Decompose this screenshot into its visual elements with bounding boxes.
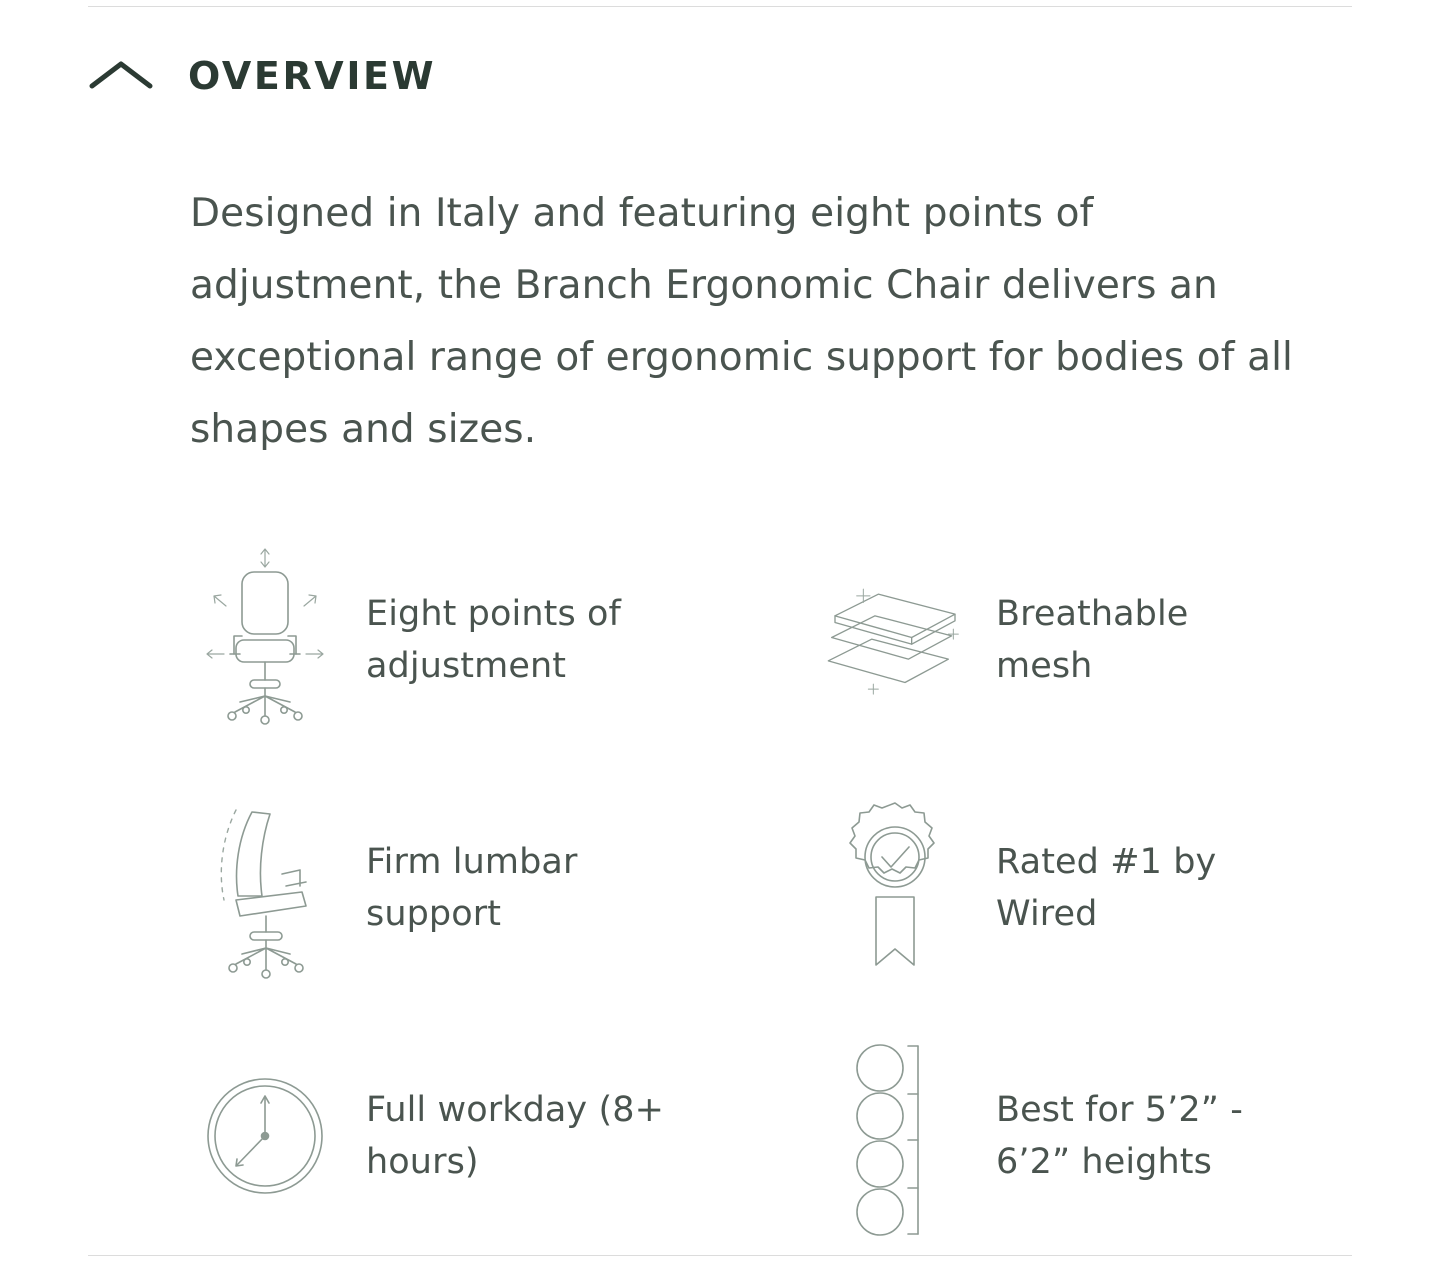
feature-item — [190, 516, 820, 764]
chevron-up-icon[interactable] — [88, 56, 154, 96]
divider-bottom — [88, 1255, 1352, 1256]
feature-item — [190, 1012, 820, 1260]
chair-lumbar-support-icon — [190, 788, 340, 988]
feature-item — [820, 764, 1330, 1012]
feature-label: Rated #1 by Wired — [996, 841, 1217, 934]
feature-label: Full workday (8+ hours) — [366, 1089, 665, 1182]
feature-item — [820, 1012, 1330, 1260]
overview-description: Designed in Italy and featuring eight points of adjustment, the Branch Ergonomic Chair delivers an exceptional range of ergonomic support for bodies of all shapes and sizes. — [190, 191, 1293, 453]
divider-top — [88, 6, 1352, 7]
feature-grid — [190, 516, 1330, 1260]
layered-mesh-icon — [820, 540, 970, 740]
feature-item — [190, 764, 820, 1012]
height-scale-icon — [820, 1036, 970, 1236]
page-title: OVERVIEW — [188, 54, 437, 98]
award-ribbon-check-icon — [820, 788, 970, 988]
overview-collapse-header[interactable] — [88, 56, 436, 96]
feature-label: Firm lumbar support — [366, 841, 578, 934]
feature-label: Eight points of adjustment — [366, 593, 621, 686]
office-chair-adjustment-icon — [190, 540, 340, 740]
feature-label: Best for 5’2” - 6’2” heights — [996, 1089, 1243, 1182]
feature-item — [820, 516, 1330, 764]
feature-label: Breathable mesh — [996, 593, 1189, 686]
clock-icon — [190, 1036, 340, 1236]
